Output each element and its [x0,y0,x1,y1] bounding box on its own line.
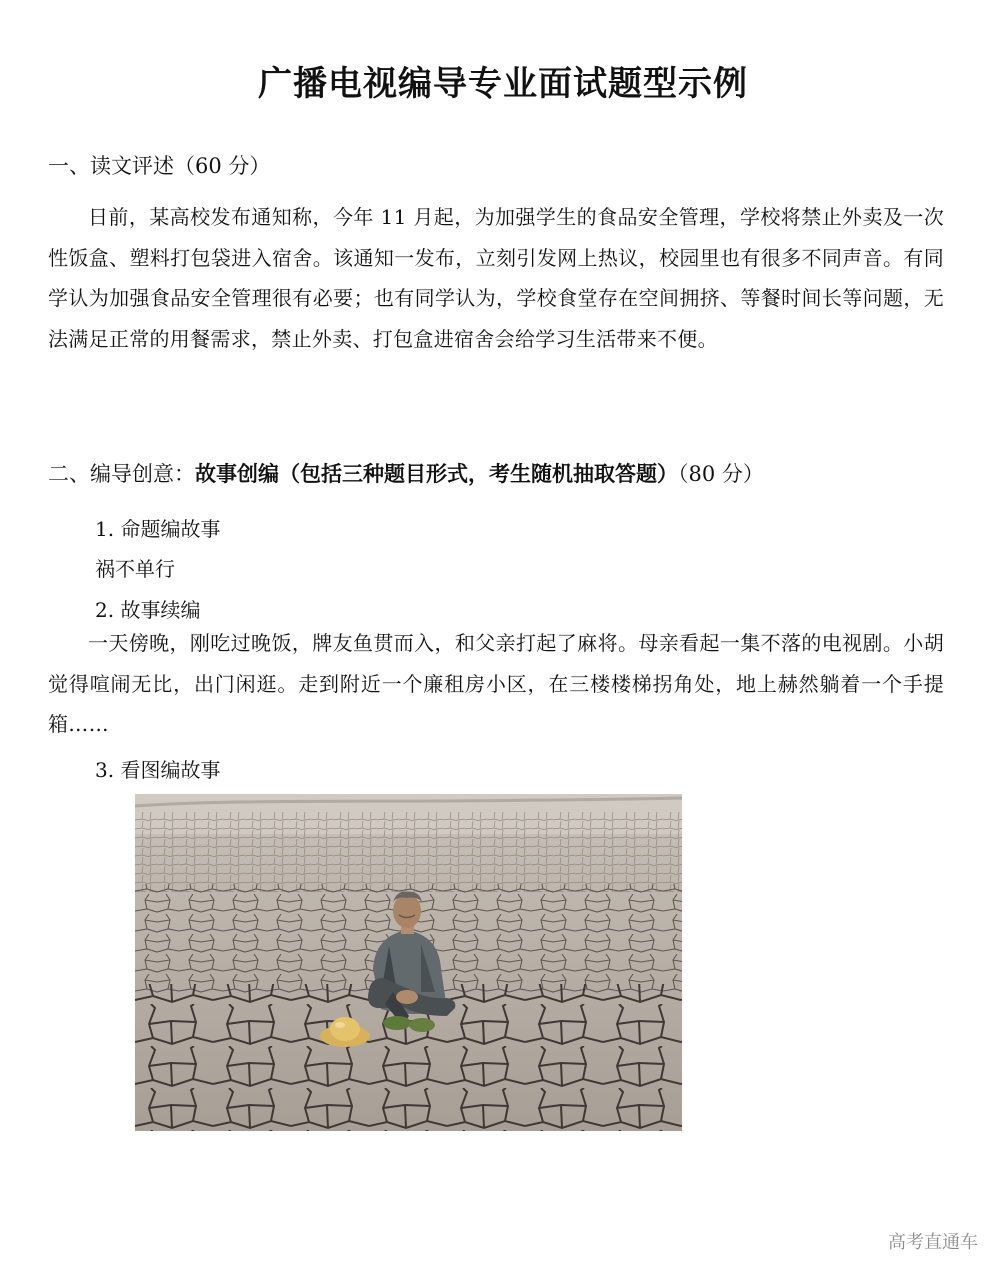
section-1-paragraph: 日前，某高校发布通知称，今年 11 月起，为加强学生的食品安全管理，学校将禁止外卖及一次性饭盒、塑料打包袋进入宿舍。该通知一发布，立刻引发网上热议，校园里也有很多不同声音。有同学认为加强食品安全管理很有必要；也有同学认为，学校食堂存在空间拥挤、等餐时间长等问题，无法满足正常的用餐需求，禁止外卖、打包盒进宿舍会给学习生活带来不便。 [48,205,944,351]
section-2-heading-prefix: 二、编导创意： [48,462,195,486]
item-1-label: 1. 命题编故事 [95,517,221,541]
item-2-content: 一天傍晚，刚吃过晚饭，牌友鱼贯而入，和父亲打起了麻将。母亲看起一集不落的电视剧。小胡觉得喧闹无比，出门闲逛。走到附近一个廉租房小区，在三楼楼梯拐角处，地上赫然躺着一个手提箱…… [48,631,944,736]
section-2-heading [48,458,764,488]
section-2-heading-suffix: （80 分） [678,462,764,486]
page-title: 广播电视编导专业面试题型示例 [258,64,748,104]
drought-photo [135,794,682,1131]
item-3-label: 3. 看图编故事 [95,758,221,782]
item-2-label: 2. 故事续编 [95,598,201,622]
section-1-heading: 一、读文评述（60 分） [48,154,271,178]
section-2-heading-bold: 故事创编（包括三种题目形式，考生随机抽取答题） [195,461,678,486]
watermark: 高考直通车 [888,1232,978,1253]
item-1-content: 祸不单行 [95,557,175,581]
